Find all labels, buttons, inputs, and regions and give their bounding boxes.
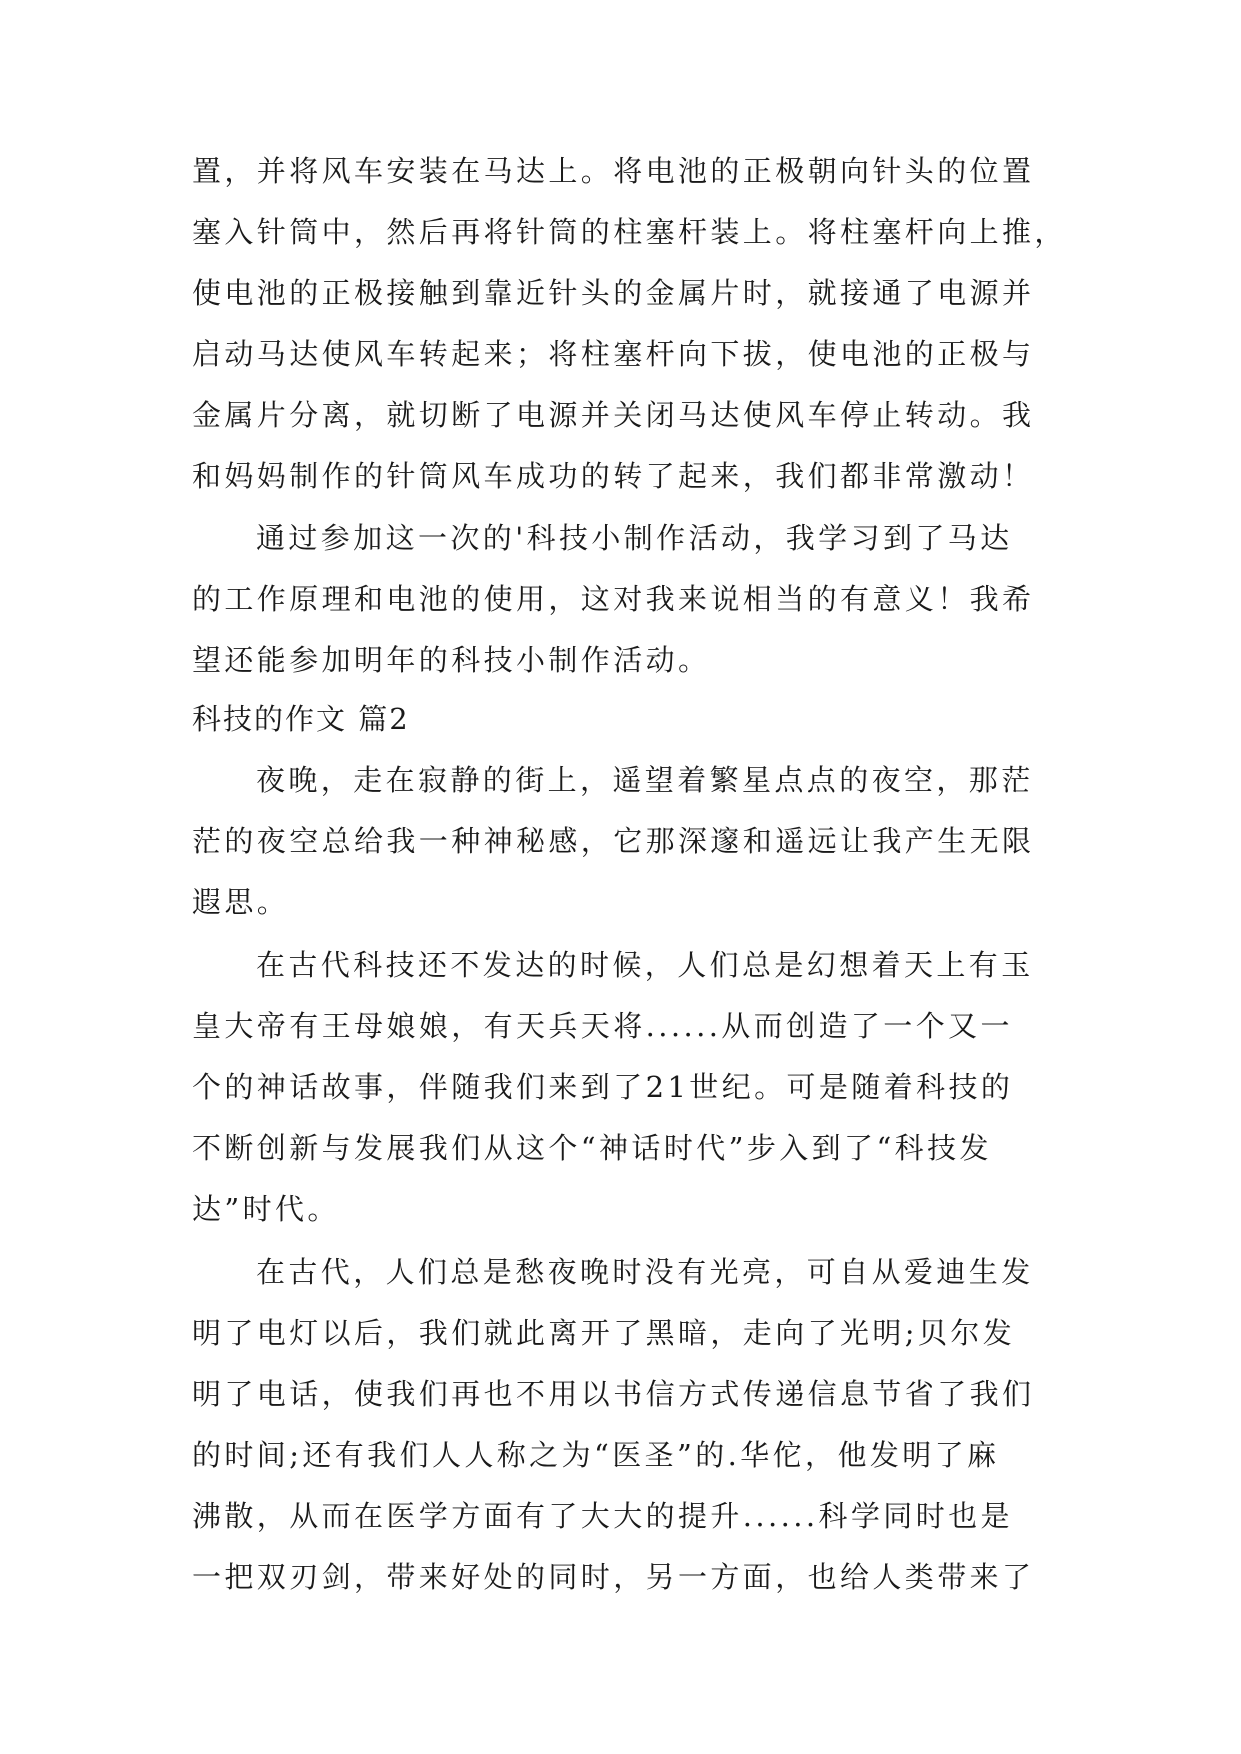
text-line: 和妈妈制作的针筒风车成功的转了起来，我们都非常激动！ — [192, 459, 1035, 493]
text-line: 置，并将风车安装在马达上。将电池的正极朝向针头的位置 — [192, 154, 1035, 188]
text-line: 金属片分离，就切断了电源并关闭马达使风车停止转动。我 — [192, 398, 1035, 432]
text-line: 使电池的正极接触到靠近针头的金属片时，就接通了电源并 — [192, 276, 1035, 310]
paragraph-start-line: 通过参加这一次的'科技小制作活动，我学习到了马达 — [256, 521, 1013, 555]
text-line: 个的神话故事，伴随我们来到了21世纪。可是随着科技的 — [192, 1070, 1014, 1104]
text-line: 遐思。 — [192, 885, 290, 919]
text-line: 沸散，从而在医学方面有了大大的提升......科学同时也是 — [192, 1499, 1013, 1533]
text-line: 的工作原理和电池的使用，这对我来说相当的有意义！我希 — [192, 582, 1035, 616]
text-line: 不断创新与发展我们从这个“神话时代”步入到了“科技发 — [192, 1131, 992, 1165]
text-line: 塞入针筒中，然后再将针筒的柱塞杆装上。将柱塞杆向上推， — [192, 215, 1067, 249]
text-line: 明了电灯以后，我们就此离开了黑暗，走向了光明;贝尔发 — [192, 1316, 1016, 1350]
text-line: 的时间;还有我们人人称之为“医圣”的.华佗，他发明了麻 — [192, 1438, 1000, 1472]
text-line: 望还能参加明年的科技小制作活动。 — [192, 643, 711, 677]
paragraph-start-line: 在古代，人们总是愁夜晚时没有光亮，可自从爱迪生发 — [256, 1255, 1034, 1289]
text-line: 茫的夜空总给我一种神秘感，它那深邃和遥远让我产生无限 — [192, 824, 1035, 858]
text-line: 一把双刃剑，带来好处的同时，另一方面，也给人类带来了 — [192, 1560, 1035, 1594]
text-line: 达”时代。 — [192, 1192, 340, 1226]
text-line: 皇大帝有王母娘娘，有天兵天将......从而创造了一个又一 — [192, 1009, 1013, 1043]
paragraph-start-line: 在古代科技还不发达的时候，人们总是幻想着天上有玉 — [256, 948, 1034, 982]
section-heading: 科技的作文 篇2 — [192, 702, 410, 736]
text-line: 明了电话，使我们再也不用以书信方式传递信息节省了我们 — [192, 1377, 1035, 1411]
paragraph-start-line: 夜晚，走在寂静的街上，遥望着繁星点点的夜空，那茫 — [256, 763, 1034, 797]
text-line: 启动马达使风车转起来；将柱塞杆向下拔，使电池的正极与 — [192, 337, 1035, 371]
